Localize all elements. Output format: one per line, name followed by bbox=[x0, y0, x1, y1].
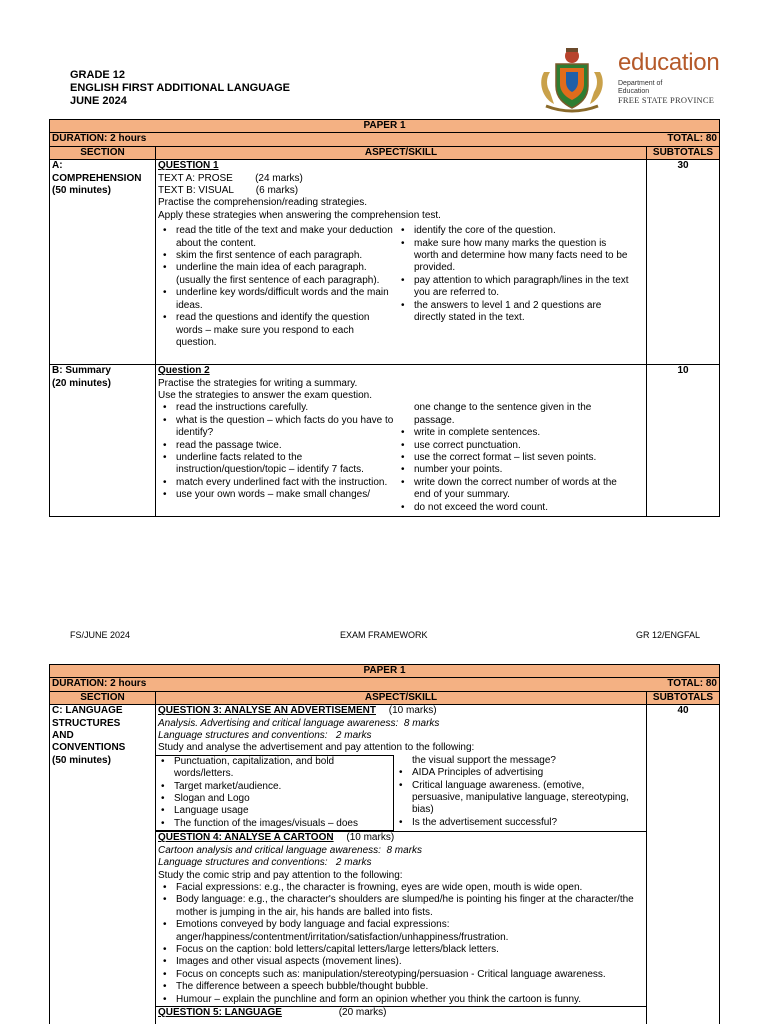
col-subtotals-header: SUBTOTALS bbox=[647, 146, 720, 159]
question-1-title: QUESTION 1 bbox=[158, 160, 219, 172]
cartoon-list bbox=[158, 882, 644, 1006]
section-c-skill bbox=[156, 705, 647, 1024]
text-b-line: TEXT B: VISUAL (6 marks) bbox=[158, 185, 299, 197]
list-item: • Humour – explain the punchline and form an opinion whether you think the cartoon is funny. bbox=[158, 994, 644, 1006]
section-b-skill bbox=[156, 365, 647, 517]
intro-line: Practise the comprehension/reading strategies. bbox=[158, 197, 368, 209]
coat-of-arms-icon bbox=[536, 42, 608, 114]
intro-line: Practise the strategies for writing a summary. bbox=[158, 377, 358, 389]
question-3-title: QUESTION 3: ANALYSE AN ADVERTISEMENT bbox=[158, 705, 376, 717]
list-item-continued: one change to the sentence given in the passage. bbox=[414, 402, 592, 426]
list-item: • AIDA Principles of advertising bbox=[394, 767, 630, 779]
question-3-block bbox=[156, 705, 646, 755]
advert-list-right bbox=[394, 755, 630, 831]
advert-list-left bbox=[156, 755, 394, 831]
paper-row bbox=[50, 120, 720, 133]
summary-list-right bbox=[396, 402, 632, 514]
section-a-row bbox=[50, 160, 720, 365]
q4-analysis-line: Cartoon analysis and critical language awareness: 8 marks bbox=[158, 844, 423, 856]
question-4-marks: (10 marks) bbox=[346, 832, 395, 844]
q4-study-line: Study the comic strip and pay attention to the following: bbox=[158, 869, 403, 881]
duration-row bbox=[50, 678, 720, 691]
list-item: • Images and other visual aspects (movement lines). bbox=[158, 956, 644, 968]
duration-row bbox=[50, 133, 720, 146]
section-c-name: AND bbox=[52, 730, 74, 742]
list-item: • number your points. bbox=[396, 464, 632, 476]
section-c-row bbox=[50, 705, 720, 1024]
question-5-marks: (20 marks) bbox=[338, 1006, 387, 1018]
document-header bbox=[70, 69, 290, 108]
intro-line: Use the strategies to answer the exam question. bbox=[158, 390, 373, 402]
column-header-row bbox=[50, 691, 720, 704]
strategy-list-left bbox=[158, 225, 396, 349]
question-3-marks: (10 marks) bbox=[388, 705, 437, 717]
text-a-line: TEXT A: PROSE (24 marks) bbox=[158, 172, 303, 184]
list-item: • the answers to level 1 and 2 questions are directly stated in the text. bbox=[396, 300, 632, 325]
list-item: • Focus on the caption: bold letters/capital letters/large letters/black letters. bbox=[158, 944, 644, 956]
section-a-time: (50 minutes) bbox=[52, 185, 111, 197]
list-item: • match every underlined fact with the instruction. bbox=[158, 477, 396, 489]
logo-department-line1: Department of bbox=[618, 80, 663, 87]
section-a-name: COMPREHENSION bbox=[52, 172, 142, 184]
list-item: • read the instructions carefully. bbox=[158, 402, 396, 414]
list-item: • Is the advertisement successful? bbox=[394, 817, 630, 829]
list-item: • The function of the images/visuals – does bbox=[156, 818, 393, 830]
list-item: • Target market/audience. bbox=[156, 781, 393, 793]
list-item: • use the correct format – list seven points. bbox=[396, 452, 632, 464]
list-item: • make sure how many marks the question is worth and determine how many facts need to be provided. bbox=[396, 238, 632, 275]
summary-list-left bbox=[158, 402, 396, 514]
list-item: • Slogan and Logo bbox=[156, 793, 393, 805]
list-item: • do not exceed the word count. bbox=[396, 502, 632, 514]
q3-study-line: Study and analyse the advertisement and pay attention to the following: bbox=[158, 742, 475, 754]
footer-right: GR 12/ENGFAL bbox=[636, 630, 701, 640]
col-skill-header: ASPECT/SKILL bbox=[156, 146, 647, 159]
list-item: • pay attention to which paragraph/lines in the text you are referred to. bbox=[396, 275, 632, 300]
section-c-label: C: LANGUAGE bbox=[52, 705, 123, 717]
list-item: • what is the question – which facts do you have to identify? bbox=[158, 415, 396, 440]
list-item-continued: the visual support the message? bbox=[412, 754, 556, 766]
list-item: • read the questions and identify the question words – make sure you respond to each question. bbox=[158, 312, 396, 349]
section-b-label: B: Summary bbox=[52, 365, 111, 377]
list-item: • write down the correct number of words at the end of your summary. bbox=[396, 477, 632, 502]
question-4-block bbox=[156, 832, 646, 1006]
question-5-title: QUESTION 5: LANGUAGE bbox=[158, 1006, 282, 1018]
list-item: • Facial expressions: e.g., the character is frowning, eyes are wide open, mouth is wide open. bbox=[158, 882, 644, 894]
list-item: • read the title of the text and make your deduction about the content. bbox=[158, 225, 396, 250]
intro-line: Apply these strategies when answering the comprehension test. bbox=[158, 209, 441, 221]
section-b-subtotal: 10 bbox=[647, 365, 720, 517]
q3-language-line: Language structures and conventions: 2 marks bbox=[158, 730, 372, 742]
list-item: • Language usage bbox=[156, 805, 393, 817]
section-c-name: STRUCTURES bbox=[52, 717, 121, 729]
list-item: • read the passage twice. bbox=[158, 440, 396, 452]
section-c-name: CONVENTIONS bbox=[52, 742, 126, 754]
paper-row bbox=[50, 665, 720, 678]
list-item: • use your own words – make small changes/ bbox=[158, 489, 396, 501]
section-c-time: (50 minutes) bbox=[52, 754, 111, 766]
question-4-title: QUESTION 4: ANALYSE A CARTOON bbox=[158, 832, 334, 844]
q3-analysis-line: Analysis. Advertising and critical language awareness: 8 marks bbox=[158, 717, 440, 729]
total-label: TOTAL: 80 bbox=[667, 133, 717, 145]
section-c-subtotal: 40 bbox=[647, 705, 720, 1024]
duration-label: DURATION: 2 hours bbox=[52, 678, 147, 690]
section-b-row bbox=[50, 365, 720, 517]
logo-province: FREE STATE PROVINCE bbox=[618, 95, 715, 105]
list-item: • write in complete sentences. bbox=[396, 427, 632, 439]
framework-table-page1 bbox=[49, 119, 720, 517]
col-section-header: SECTION bbox=[50, 691, 156, 704]
subject-label: ENGLISH FIRST ADDITIONAL LANGUAGE bbox=[70, 82, 290, 94]
strategy-list-right bbox=[396, 225, 632, 349]
framework-table-page2 bbox=[49, 664, 720, 1024]
list-item: • Emotions conveyed by body language and facial expressions: anger/happiness/contentment/irritation/satisfaction/unhappiness/frustration. bbox=[158, 919, 644, 944]
list-item: • Punctuation, capitalization, and bold words/letters. bbox=[156, 756, 393, 781]
section-c-cell bbox=[50, 705, 156, 1024]
education-logo bbox=[536, 42, 726, 118]
grade-label: GRADE 12 bbox=[70, 69, 126, 81]
list-item: • use correct punctuation. bbox=[396, 440, 632, 452]
section-a-skill bbox=[156, 160, 647, 365]
list-item: • underline key words/difficult words and the main ideas. bbox=[158, 287, 396, 312]
logo-department-line2: Education bbox=[618, 87, 650, 95]
question-2-title: Question 2 bbox=[158, 365, 210, 377]
date-label: JUNE 2024 bbox=[70, 95, 127, 107]
col-section-header: SECTION bbox=[50, 146, 156, 159]
section-b-cell bbox=[50, 365, 156, 517]
total-label: TOTAL: 80 bbox=[667, 678, 717, 690]
question-5-block bbox=[156, 1006, 646, 1019]
paper-title: PAPER 1 bbox=[50, 120, 720, 133]
footer-left: FS/JUNE 2024 bbox=[70, 630, 131, 640]
list-item: • identify the core of the question. bbox=[396, 225, 632, 237]
col-skill-header: ASPECT/SKILL bbox=[156, 691, 647, 704]
section-a-label: A: bbox=[52, 160, 63, 172]
list-item: • Critical language awareness. (emotive, persuasive, manipulative language, stereotyping, bias) bbox=[394, 780, 630, 817]
list-item: • underline the main idea of each paragraph. (usually the first sentence of each paragraph). bbox=[158, 262, 396, 287]
section-a-cell bbox=[50, 160, 156, 365]
col-subtotals-header: SUBTOTALS bbox=[647, 691, 720, 704]
footer-center: EXAM FRAMEWORK bbox=[340, 630, 428, 640]
section-a-subtotal: 30 bbox=[647, 160, 720, 365]
list-item: • The difference between a speech bubble/thought bubble. bbox=[158, 981, 644, 993]
list-item: • Body language: e.g., the character's shoulders are slumped/he is pointing his finger at the character/the mother is jumping in the air, his hands are balled into fists. bbox=[158, 894, 644, 919]
section-b-time: (20 minutes) bbox=[52, 377, 111, 389]
list-item: • skim the first sentence of each paragraph. bbox=[158, 250, 396, 262]
paper-title: PAPER 1 bbox=[50, 665, 720, 678]
list-item: • Focus on concepts such as: manipulation/stereotyping/persuasion - Critical language awareness. bbox=[158, 969, 644, 981]
duration-label: DURATION: 2 hours bbox=[52, 133, 147, 145]
column-header-row bbox=[50, 146, 720, 159]
list-item: • underline facts related to the instruction/question/topic – identify 7 facts. bbox=[158, 452, 396, 477]
logo-wordmark: education bbox=[618, 49, 720, 76]
q4-language-line: Language structures and conventions: 2 marks bbox=[158, 857, 372, 869]
